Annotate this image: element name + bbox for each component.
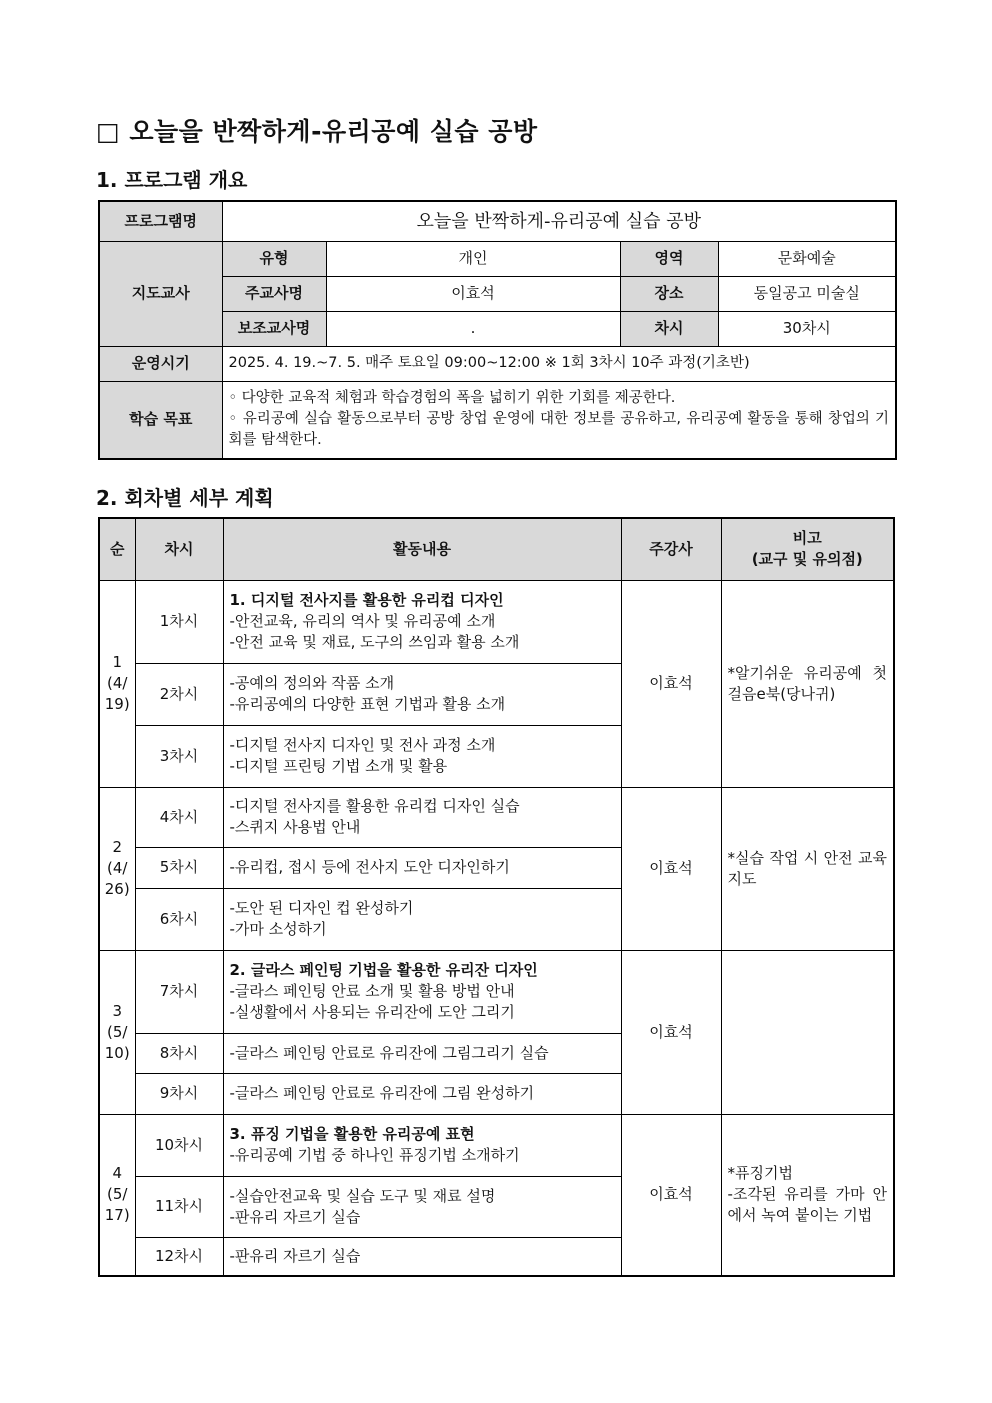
activity-line: -유리공예 기법 중 하나인 퓨징기법 소개하기 [229,1146,520,1164]
session-cell: 7차시 [135,950,223,1033]
type-label: 유형 [222,241,326,276]
activity-line: -스퀴지 사용법 안내 [229,818,361,836]
note-cell [721,950,894,1114]
order-date: (5/ [107,1185,128,1204]
session-cell: 3차시 [135,725,223,787]
goal-label: 학습 목표 [99,381,222,459]
table-row [99,580,894,663]
sessions-value: 30차시 [718,311,896,346]
order-date: (4/ [107,674,128,692]
table-row [99,1114,894,1176]
program-value: 오늘을 반짝하게-유리공예 실습 공방 [222,201,896,241]
activity-heading: 3. 퓨징 기법을 활용한 유리공예 표현 [229,1125,475,1143]
session-cell: 6차시 [135,888,223,950]
table-row [99,787,894,847]
session-cell: 11차시 [135,1176,223,1237]
table-row [99,950,894,1033]
activity-heading: 1. 디지털 전사지를 활용한 유리컵 디자인 [229,591,504,609]
sessions-label: 차시 [620,311,718,346]
area-value: 문화예술 [718,241,896,276]
activity-line: -안전교육, 유리의 역사 및 유리공예 소개 [229,612,496,630]
activity-line: -판유리 자르기 실습 [229,1207,361,1226]
instructor-cell: 이효석 [621,787,721,950]
order-number: 1 [112,653,123,671]
header-activity: 활동내용 [223,518,621,580]
order-number: 3 [112,1001,123,1020]
assistant-value: . [326,311,620,346]
page-title: □ 오늘을 반짝하게-유리공예 실습 공방 [96,117,538,146]
main-teacher-value: 이효석 [326,276,620,311]
header-note-line2: (교구 및 유의점) [751,550,863,569]
activity-line: -가마 소성하기 [229,920,327,938]
header-note-line1: 비고 [792,529,822,548]
activity-line: -디지털 전사지를 활용한 유리컵 디자인 실습 [229,797,520,815]
activity-line: -안전 교육 및 재료, 도구의 쓰임과 활용 소개 [229,633,520,651]
activity-line: -판유리 자르기 실습 [229,1246,361,1265]
activity-line: -공예의 정의와 작품 소개 [229,674,395,692]
session-cell: 4차시 [135,787,223,847]
activity-line: -디지털 프린팅 기법 소개 및 활용 [229,757,448,775]
place-label: 장소 [620,276,718,311]
activity-line: -도안 된 디자인 컵 완성하기 [229,899,414,917]
teacher-label: 지도교사 [99,241,222,346]
activity-line: -실습안전교육 및 실습 도구 및 재료 설명 [229,1186,496,1205]
assistant-label: 보조교사명 [222,311,326,346]
activity-line: -디지털 전사지 디자인 및 전사 과정 소개 [229,736,496,754]
schedule-table [98,517,895,1277]
session-cell: 8차시 [135,1033,223,1073]
activity-line: -글라스 페인팅 안료로 유리잔에 그림 완성하기 [229,1084,535,1102]
session-cell: 12차시 [135,1237,223,1276]
header-instructor: 주강사 [621,518,721,580]
activity-line: -글라스 페인팅 안료로 유리잔에 그림그리기 실습 [229,1043,549,1062]
goal-line-1: ◦ 다양한 교육적 체험과 학습경험의 폭을 넓히기 위한 기회를 제공한다. [228,390,676,407]
place-value: 동일공고 미술실 [718,276,896,311]
activity-heading: 2. 글라스 페인팅 기법을 활용한 유리잔 디자인 [229,961,538,979]
session-cell: 2차시 [135,663,223,725]
order-number: 4 [112,1164,123,1183]
type-value: 개인 [326,241,620,276]
order-date: 26) [104,880,130,898]
activity-line: -글라스 페인팅 안료 소개 및 활용 방법 안내 [229,982,515,1000]
session-cell: 1차시 [135,580,223,663]
activity-line: -유리공예의 다양한 표현 기법과 활용 소개 [229,695,506,713]
order-date: 19) [104,695,130,713]
note-line: *퓨징기법 [727,1164,793,1183]
time-value: 2025. 4. 19.~7. 5. 매주 토요일 09:00~12:00 ※ 1회 3차시 10주 과정(기초반) [222,346,896,381]
time-label: 운영시기 [99,346,222,381]
area-label: 영역 [620,241,718,276]
note-line: -조각된 유리를 가마 안에서 녹여 붙이는 기법 [727,1185,887,1225]
instructor-cell: 이효석 [621,950,721,1114]
goal-line-2: ◦ 유리공예 실습 활동으로부터 공방 창업 운영에 대한 정보를 공유하고, 유리공예 활동을 통해 창업의 기회를 탐색한다. [228,411,890,449]
order-number: 2 [112,838,123,856]
order-date: 17) [104,1206,130,1225]
header-order: 순 [99,518,135,580]
note-cell: *실습 작업 시 안전 교육 지도 [721,787,894,950]
overview-table [98,200,897,460]
instructor-cell: 이효석 [621,580,721,787]
note-cell: *알기쉬운 유리공예 첫걸음e북(당나귀) [721,580,894,787]
instructor-cell: 이효석 [621,1114,721,1276]
order-date: (5/ [107,1022,128,1041]
activity-line: -유리컵, 접시 등에 전사지 도안 디자인하기 [229,858,510,876]
order-date: 10) [104,1043,130,1062]
program-label: 프로그램명 [99,201,222,241]
session-cell: 9차시 [135,1073,223,1114]
section-title-overview: 1. 프로그램 개요 [96,168,248,192]
order-date: (4/ [107,859,128,877]
section-title-schedule: 2. 회차별 세부 계획 [96,486,274,510]
session-cell: 5차시 [135,847,223,888]
session-cell: 10차시 [135,1114,223,1176]
header-session: 차시 [135,518,223,580]
main-teacher-label: 주교사명 [222,276,326,311]
activity-line: -실생활에서 사용되는 유리잔에 도안 그리기 [229,1003,515,1021]
